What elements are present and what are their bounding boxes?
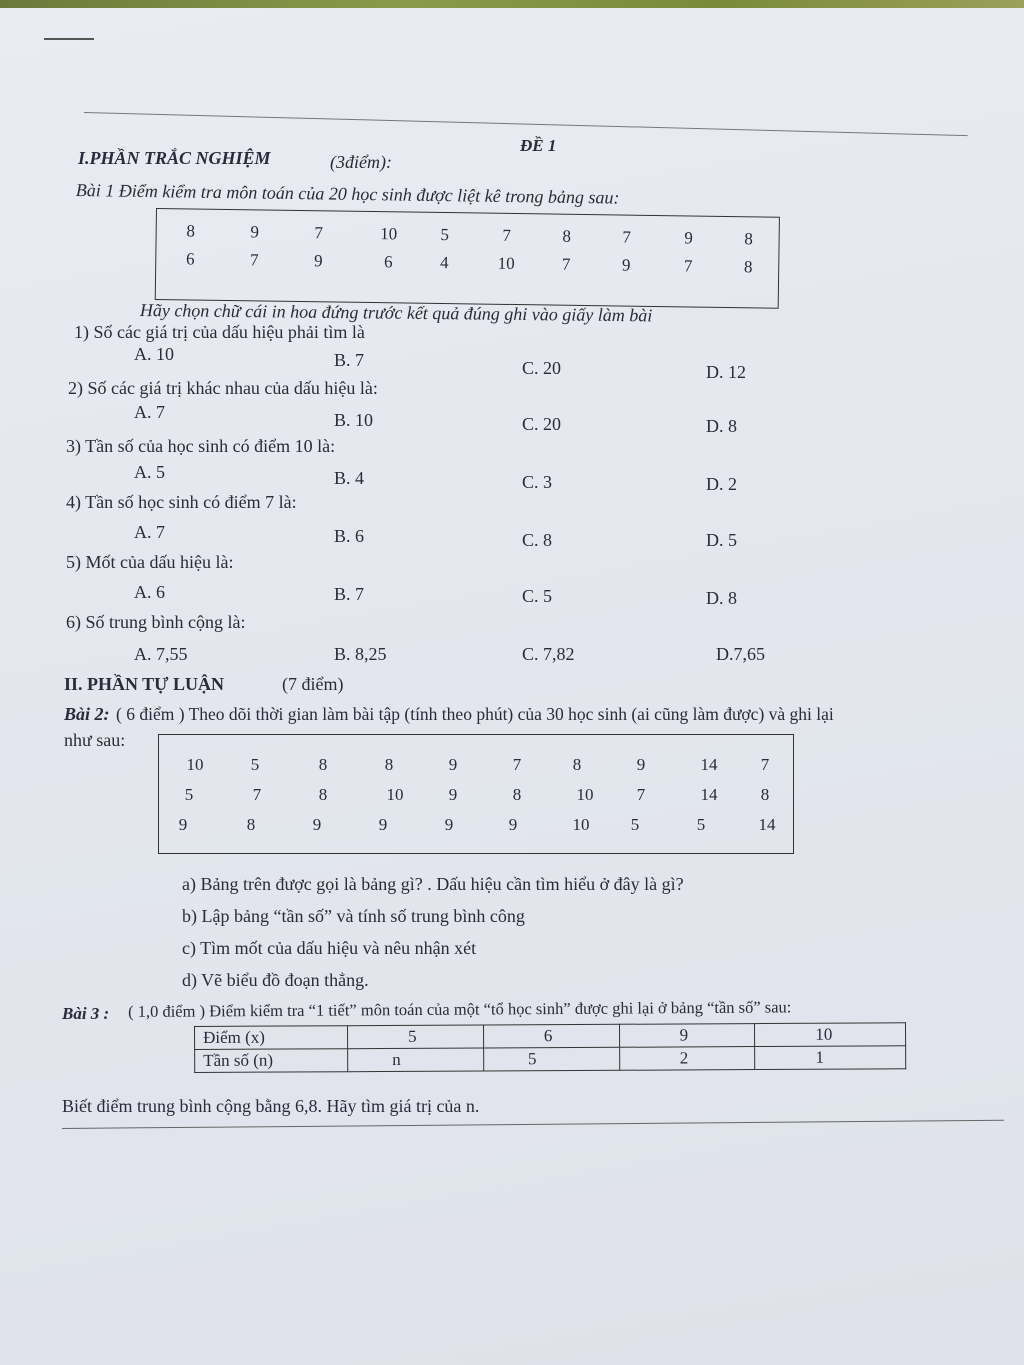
table-cell: 6 [383, 252, 393, 272]
sub-question-a: a) Bảng trên được gọi là bảng gì? . Dấu hiệu cần tìm hiểu ở đây là gì? [182, 874, 684, 894]
question-2: 2) Số các giá trị khác nhau của dấu hiệu là: [68, 378, 378, 398]
header-rule [84, 112, 968, 136]
table-cell: n [348, 1048, 484, 1072]
exam-paper [0, 8, 1024, 1365]
bai3-label: Bài 3 : [62, 1004, 110, 1023]
sub-question-c: c) Tìm mốt của dấu hiệu và nêu nhận xét [182, 938, 477, 958]
option-a: A. 7,55 [134, 644, 188, 664]
table-cell: 1 [755, 1046, 906, 1070]
bai2-data-table [158, 734, 794, 854]
table-cell: 7 [252, 785, 262, 804]
table-cell: 2 [619, 1047, 755, 1071]
option-d: D. 8 [706, 588, 737, 608]
instruction: Hãy chọn chữ cái in hoa đứng trước kết quả đúng ghi vào giấy làm bài [139, 300, 653, 326]
question-5: 5) Mốt của dấu hiệu là: [66, 552, 234, 572]
question-1: 1) Số các giá trị của dấu hiệu phải tìm là [74, 322, 365, 342]
table-cell: 7 [760, 755, 770, 774]
table-cell: 10 [497, 253, 515, 274]
table-cell: 5 [348, 1025, 484, 1049]
option-d: D. 5 [706, 530, 737, 550]
option-c: C. 3 [522, 472, 553, 492]
option-a: A. 5 [134, 462, 165, 482]
option-a: A. 6 [134, 582, 165, 602]
table-cell: 10 [755, 1023, 906, 1047]
table-cell: 9 [378, 815, 388, 834]
sub-question-b: b) Lập bảng “tần số” và tính số trung bình công [182, 906, 525, 926]
table-cell: 8 [384, 755, 394, 774]
table-cell: 14 [758, 815, 776, 834]
question-3: 3) Tần số của học sinh có điểm 10 là: [66, 436, 336, 456]
bai1-intro: Bài 1 Điểm kiểm tra môn toán của 20 học sinh được liệt kê trong bảng sau: [75, 180, 620, 208]
table-cell: 8 [318, 755, 328, 774]
table-cell: 7 [502, 225, 512, 245]
table-cell: 9 [508, 815, 518, 834]
bai1-data-table [155, 208, 780, 309]
pen-mark [44, 38, 94, 40]
option-c: C. 20 [522, 358, 562, 378]
table-cell: 7 [622, 227, 632, 247]
bai2-text-continued: như sau: [64, 730, 126, 750]
table-cell: 8 [318, 785, 328, 804]
option-b: B. 7 [334, 350, 365, 370]
table-cell: 9 [313, 251, 323, 271]
option-a: A. 7 [134, 402, 165, 422]
table-cell: 5 [483, 1047, 619, 1071]
table-cell: 10 [572, 815, 590, 834]
table-cell: 10 [386, 785, 404, 804]
header-score: Điểm (x) [195, 1026, 348, 1050]
part2-heading: II. PHẦN TỰ LUẬN [64, 674, 225, 694]
table-cell: 4 [439, 252, 449, 273]
table-cell: 9 [448, 755, 458, 774]
table-cell: 10 [380, 224, 398, 244]
table-cell: 6 [483, 1024, 619, 1048]
table-cell: 9 [684, 228, 694, 248]
table-cell: 6 [185, 249, 195, 269]
table-cell: 8 [760, 785, 770, 804]
table-cell: 7 [512, 755, 522, 774]
table-cell: 9 [448, 785, 458, 804]
exam-title: ĐỀ 1 [520, 136, 557, 155]
option-c: C. 7,82 [522, 644, 575, 664]
table-cell: 8 [186, 221, 196, 241]
bai2-text: ( 6 điểm ) Theo dõi thời gian làm bài tập (tính theo phút) của 30 học sinh (ai cũng làm được) và ghi lại [116, 704, 834, 724]
option-a: A. 10 [134, 344, 174, 364]
option-c: C. 20 [522, 414, 562, 434]
part1-points: (3điểm): [330, 152, 392, 172]
table-cell: 9 [312, 815, 322, 834]
option-b: B. 7 [334, 584, 365, 604]
option-d: D. 8 [706, 416, 737, 436]
table-cell: 9 [444, 815, 454, 834]
table-cell: 9 [178, 815, 188, 834]
option-a: A. 7 [134, 522, 165, 542]
table-cell: 5 [440, 224, 450, 245]
option-c: C. 5 [522, 586, 553, 606]
option-b: B. 6 [334, 526, 365, 546]
option-b: B. 4 [334, 468, 365, 488]
question-4: 4) Tần số học sinh có điểm 7 là: [66, 492, 297, 512]
question-6: 6) Số trung bình cộng là: [66, 612, 246, 632]
table-cell: 7 [561, 254, 571, 274]
option-d: D. 2 [706, 474, 737, 494]
footer-rule [62, 1120, 1004, 1129]
option-c: C. 8 [522, 530, 553, 550]
table-cell: 10 [576, 785, 594, 804]
option-b: B. 10 [334, 410, 374, 430]
table-cell: 5 [630, 815, 640, 834]
table-cell: 8 [572, 755, 582, 774]
table-cell: 10 [186, 755, 204, 774]
table-cell: 8 [743, 257, 753, 277]
bai3-text: ( 1,0 điểm ) Điểm kiểm tra “1 tiết” môn toán của một “tổ học sinh” được ghi lại ở bảng “tần số” sau: [128, 997, 792, 1021]
table-cell: 14 [700, 785, 718, 804]
table-cell: 8 [562, 226, 572, 246]
table-cell: 5 [250, 755, 260, 774]
table-cell: 7 [314, 223, 324, 243]
table-cell: 14 [700, 755, 718, 774]
option-d: D. 12 [706, 362, 746, 382]
table-cell: 9 [619, 1024, 755, 1048]
header-frequency: Tần số (n) [195, 1049, 348, 1073]
table-cell: 9 [636, 755, 646, 774]
table-cell: 5 [184, 785, 194, 804]
table-cell: 9 [250, 222, 260, 242]
table-cell: 7 [249, 250, 259, 270]
part2-points: (7 điểm) [282, 674, 344, 694]
table-cell: 8 [246, 815, 256, 834]
table-cell: 8 [512, 785, 522, 804]
bai2-label: Bài 2: [64, 704, 110, 724]
table-cell: 7 [683, 256, 693, 276]
table-cell: 7 [636, 785, 646, 804]
sub-question-d: d) Vẽ biểu đồ đoạn thẳng. [182, 970, 369, 990]
bai3-frequency-table [194, 1022, 906, 1073]
part1-heading: I.PHẦN TRẮC NGHIỆM [78, 148, 271, 168]
table-row [195, 1046, 906, 1073]
bai3-final-question: Biết điểm trung bình cộng bằng 6,8. Hãy tìm giá trị của n. [62, 1096, 480, 1116]
table-cell: 5 [696, 815, 706, 834]
table-cell: 8 [744, 229, 754, 249]
option-d: D.7,65 [716, 644, 765, 664]
table-cell: 9 [621, 255, 631, 275]
option-b: B. 8,25 [334, 644, 387, 664]
